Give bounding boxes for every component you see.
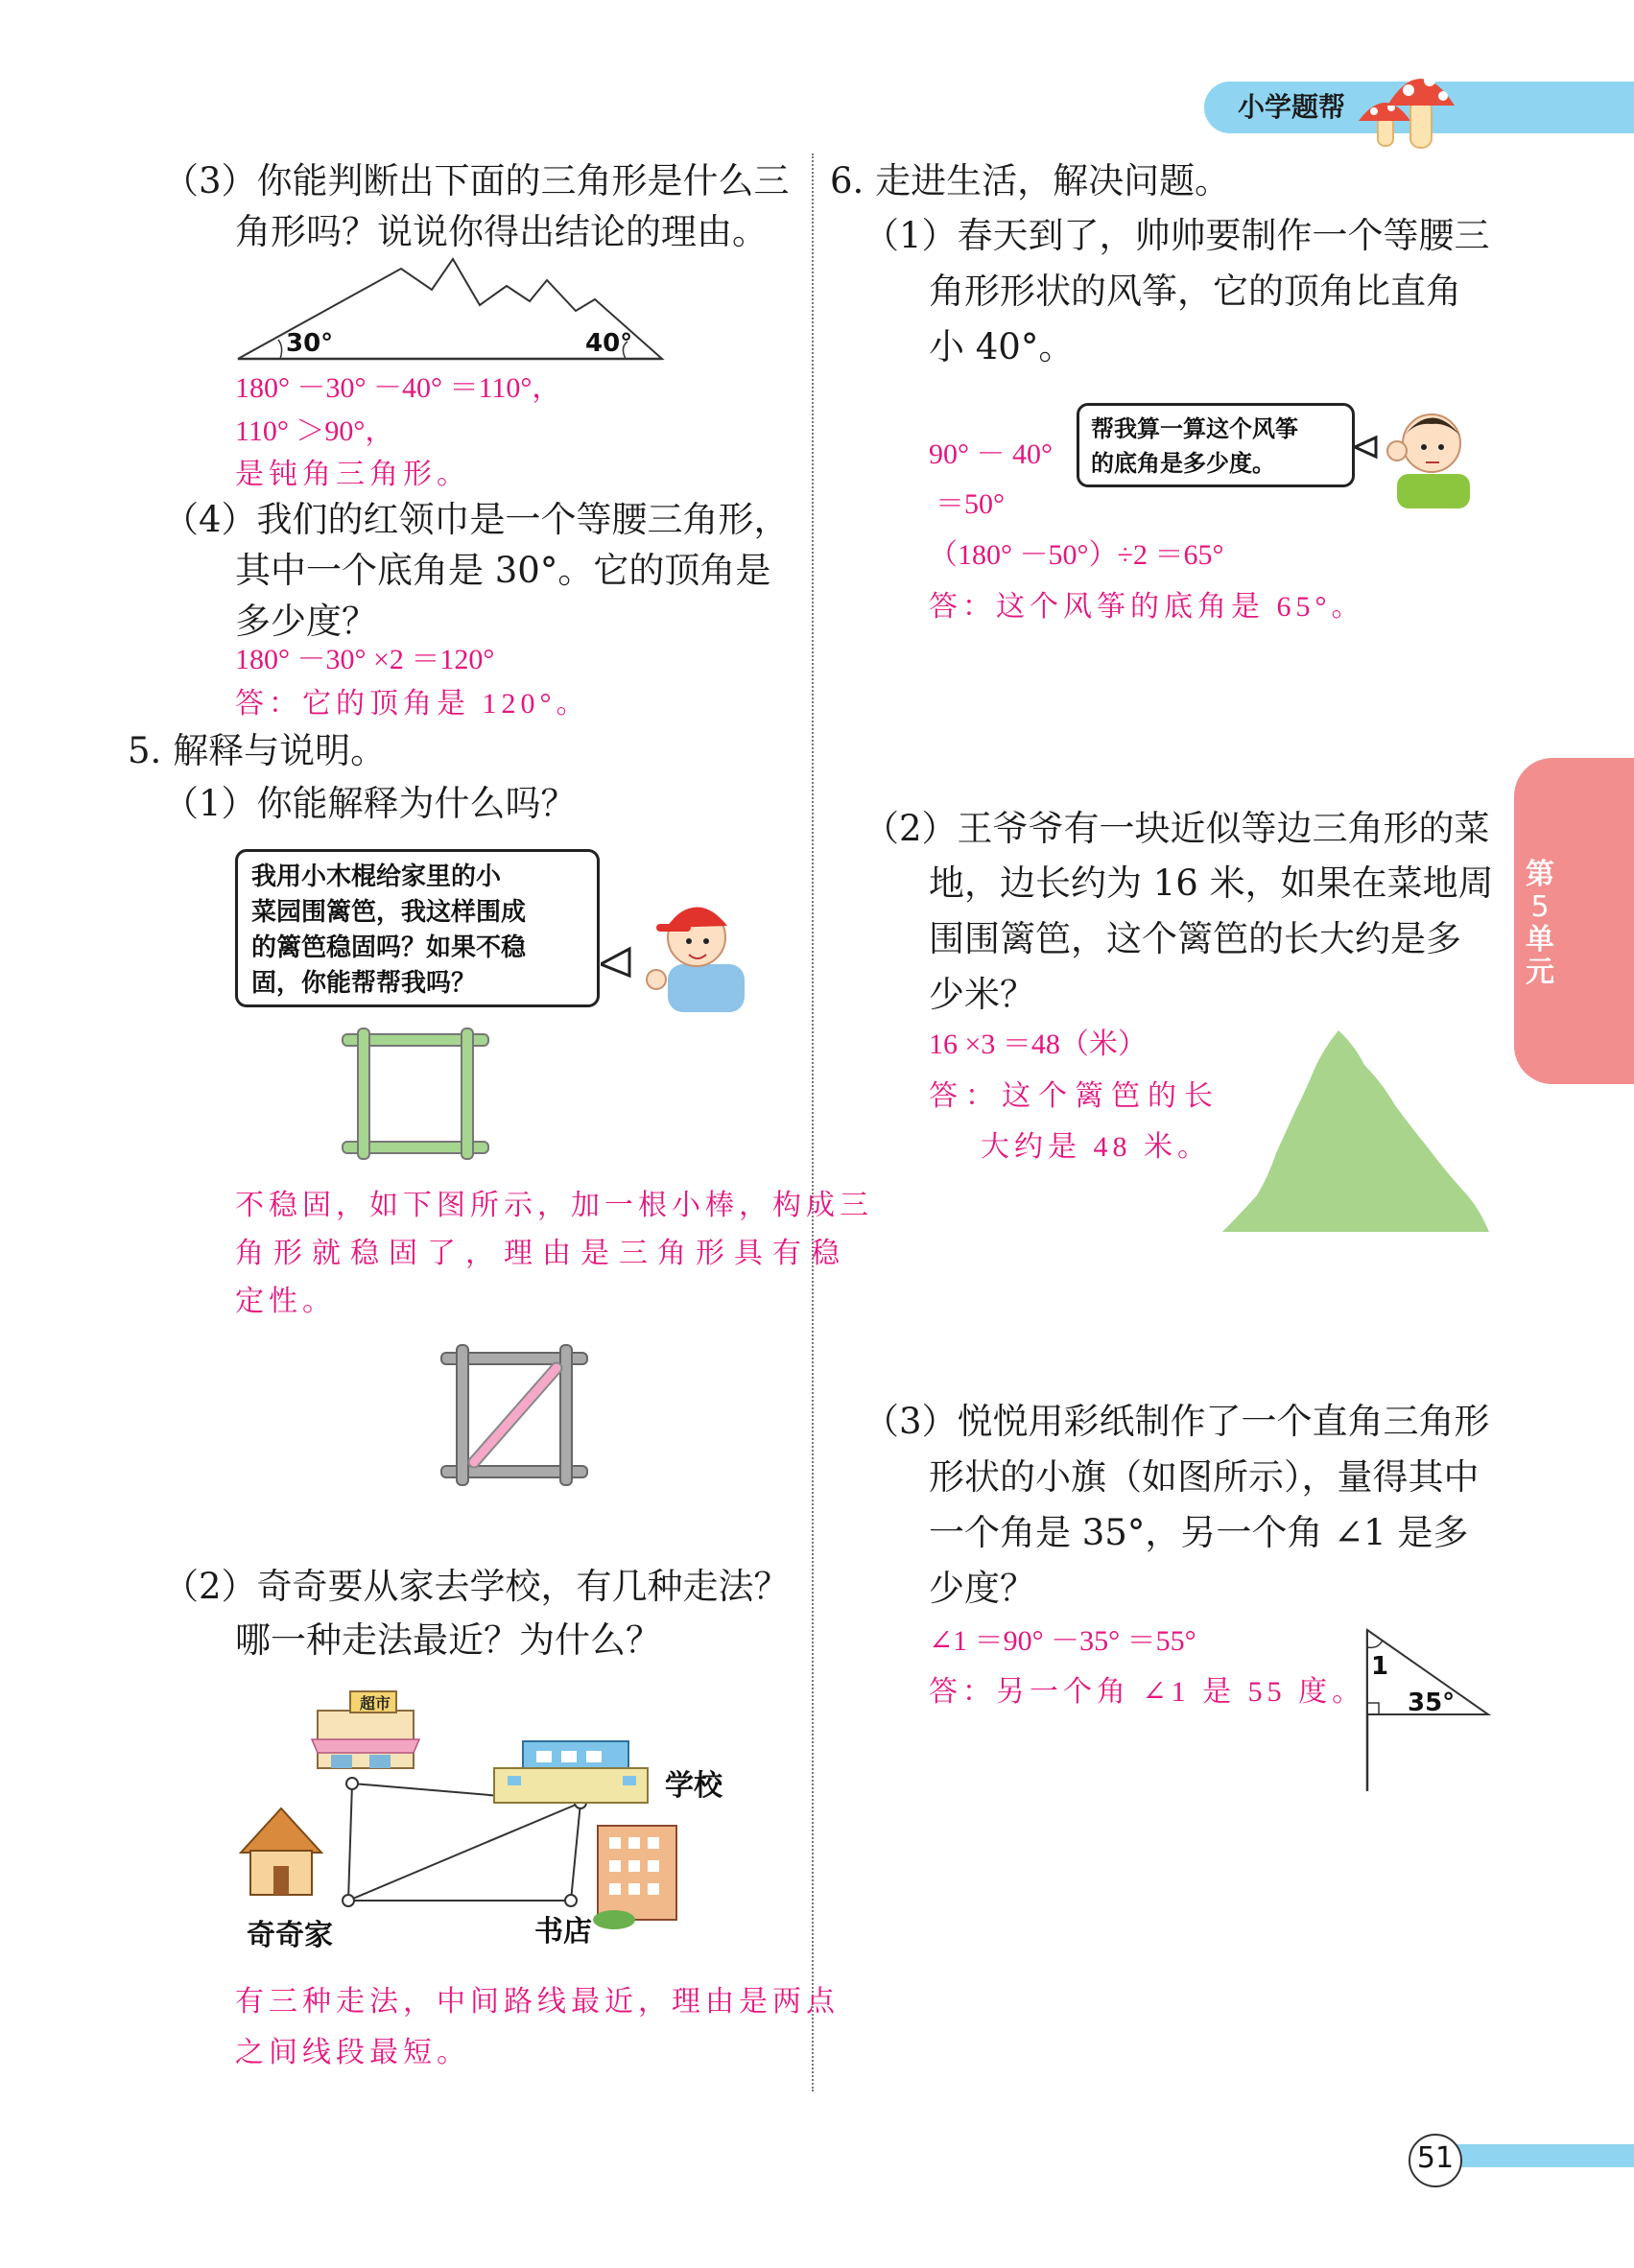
q6-p1-line2: 角形形状的风筝，它的顶角比直角 bbox=[929, 271, 1461, 312]
q6-p3-line2: 形状的小旗（如图所示），量得其中 bbox=[929, 1456, 1480, 1498]
mushroom-icon bbox=[1353, 58, 1458, 154]
q4-line1: （4）我们的红领巾是一个等腰三角形， bbox=[163, 499, 790, 540]
q6-p1-answer-3: （180° －50°）÷2 ＝65° bbox=[929, 539, 1224, 571]
supermarket-building bbox=[312, 1691, 419, 1768]
q6-p3-answer-2: 答：另一个角 ∠1 是 55 度。 bbox=[929, 1676, 1366, 1708]
q3-answer-1: 180° －30° －40° ＝110°， bbox=[235, 372, 561, 404]
speech-bubble-shuaishuai bbox=[1077, 403, 1355, 487]
page-number: 51 bbox=[1416, 2141, 1455, 2175]
q5-sub1: （1）你能解释为什么吗？ bbox=[163, 783, 577, 824]
q5-sub2-line2: 哪一种走法最近？为什么？ bbox=[235, 1619, 661, 1661]
q4-answer-1: 180° －30° ×2 ＝120° bbox=[235, 644, 495, 675]
bubble-line: 菜园围篱笆，我这样围成 bbox=[251, 898, 527, 927]
unit-tab-number: 5 bbox=[1530, 890, 1550, 924]
q6-p2-line4: 少米？ bbox=[929, 974, 1035, 1015]
bubble-line: 我用小木棍给家里的小 bbox=[251, 862, 502, 891]
right-triangle-flag bbox=[1358, 1626, 1497, 1794]
torn-triangle-figure bbox=[230, 251, 672, 366]
angle-40-label: 40° bbox=[585, 329, 633, 358]
footer-band bbox=[1439, 2144, 1634, 2167]
q3-line2: 角形吗？说说你得出结论的理由。 bbox=[235, 211, 768, 252]
q6-p2-answer-1: 16 ×3 ＝48（米） bbox=[929, 1028, 1147, 1060]
supermarket-label: 超市 bbox=[360, 1694, 391, 1713]
bubble-line: 的篱笆稳固吗？如果不稳 bbox=[251, 933, 527, 962]
q6-p1-answer-4: 答：这个风筝的底角是 65°。 bbox=[929, 591, 1365, 623]
bubble-line: 帮我算一算这个风筝 bbox=[1091, 415, 1298, 442]
q5-sub2-line1: （2）奇奇要从家去学校，有几种走法？ bbox=[163, 1566, 790, 1607]
column-divider bbox=[812, 154, 814, 2091]
q6-p2-line2: 地，边长约为 16 米，如果在菜地周 bbox=[929, 862, 1494, 904]
boy-with-cap-illustration bbox=[601, 887, 754, 1012]
q3-answer-2: 110° ＞90°， bbox=[235, 415, 394, 447]
school-label: 学校 bbox=[665, 1769, 722, 1803]
unit-tab-label bbox=[1526, 859, 1554, 989]
q6-p2-answer-2: 答：这个篱笆的长 bbox=[929, 1080, 1220, 1112]
q5-answer-1: 不稳固，如下图所示，加一根小棒，构成三 bbox=[235, 1190, 873, 1221]
angle-35-label: 35° bbox=[1408, 1689, 1456, 1717]
unit-tab-char: 第 bbox=[1526, 858, 1554, 891]
q6-p2-answer-3: 大约是 48 米。 bbox=[981, 1131, 1211, 1163]
q5-title: 5. 解释与说明。 bbox=[128, 730, 387, 771]
speech-bubble-boy bbox=[235, 849, 600, 1007]
q5-answer-2: 角形就稳固了，理由是三角形具有稳 bbox=[235, 1238, 849, 1269]
q6-p1-line1: （1）春天到了，帅帅要制作一个等腰三 bbox=[864, 215, 1490, 256]
q4-line3: 多少度？ bbox=[235, 601, 377, 642]
q6-p3-line1: （3）悦悦用彩纸制作了一个直角三角形 bbox=[864, 1401, 1490, 1442]
q6-p3-answer-1: ∠1 ＝90° －35° ＝55° bbox=[929, 1625, 1196, 1657]
q4-line2: 其中一个底角是 30°。它的顶角是 bbox=[235, 550, 771, 591]
q4-answer-2: 答：它的顶角是 120°。 bbox=[235, 688, 590, 720]
unit-tab-char: 元 bbox=[1526, 956, 1554, 989]
boy-thinking-illustration bbox=[1355, 393, 1480, 508]
home-label: 奇奇家 bbox=[247, 1919, 333, 1952]
q6-p2-line1: （2）王爷爷有一块近似等边三角形的菜 bbox=[864, 808, 1490, 849]
home-building bbox=[241, 1808, 321, 1895]
bookstore-label: 书店 bbox=[534, 1915, 592, 1949]
q5-answer-3: 定性。 bbox=[235, 1286, 336, 1317]
route-map bbox=[235, 1684, 772, 1972]
q6-p2-line3: 围围篱笆，这个篱笆的长大约是多 bbox=[929, 918, 1461, 959]
q5-answer-4: 有三种走法，中间路线最近，理由是两点 bbox=[235, 1986, 840, 2018]
q3-answer-3: 是钝角三角形。 bbox=[235, 459, 470, 490]
braced-fence-sticks bbox=[439, 1343, 593, 1487]
q6-title: 6. 走进生活，解决问题。 bbox=[830, 160, 1231, 201]
bubble-line: 的底角是多少度。 bbox=[1091, 450, 1275, 477]
q6-p1-answer-1: 90° － 40° bbox=[929, 438, 1053, 470]
bookstore-building bbox=[593, 1826, 676, 1929]
square-fence-sticks bbox=[341, 1027, 494, 1161]
q3-line1: （3）你能判断出下面的三角形是什么三 bbox=[163, 160, 790, 201]
angle-1-label: 1 bbox=[1371, 1652, 1389, 1681]
school-building bbox=[494, 1741, 648, 1803]
q5-answer-5: 之间线段最短。 bbox=[235, 2037, 470, 2068]
bubble-line: 固，你能帮帮我吗？ bbox=[251, 969, 477, 998]
q6-p3-line3: 一个角是 35°，另一个角 ∠1 是多 bbox=[929, 1512, 1469, 1553]
q6-p1-line3: 小 40°。 bbox=[929, 326, 1075, 367]
vegetable-plot-shape bbox=[1219, 1027, 1497, 1238]
unit-tab-char: 单 bbox=[1526, 923, 1554, 957]
q6-p1-answer-2: ＝50° bbox=[935, 488, 1005, 520]
angle-30-label: 30° bbox=[286, 329, 334, 358]
q6-p3-line4: 少度？ bbox=[929, 1568, 1035, 1609]
brand-title: 小学题帮 bbox=[1238, 91, 1346, 123]
